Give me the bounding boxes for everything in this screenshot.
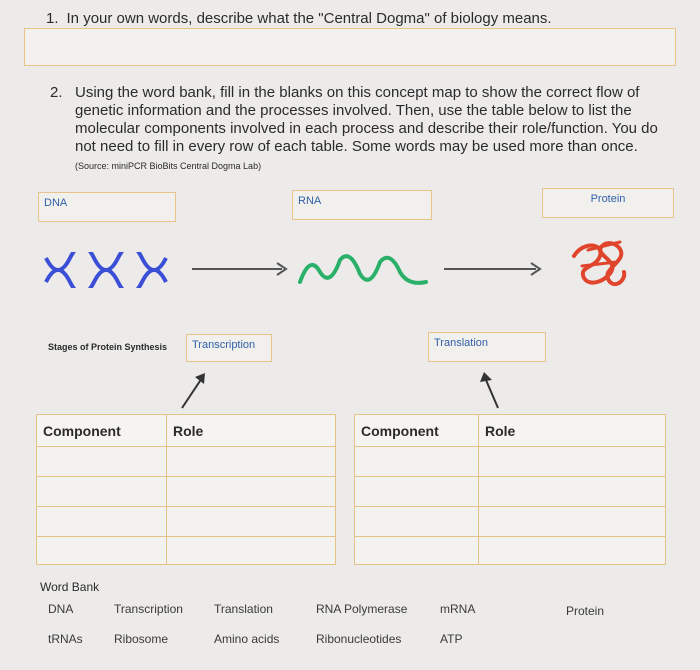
blank-dna-label: DNA: [44, 197, 68, 209]
word-bank-item: mRNA: [440, 602, 476, 616]
protein-fold-icon: [564, 236, 634, 292]
table-header-component: Component: [355, 415, 479, 447]
table-cell[interactable]: [167, 447, 336, 477]
stage-blank-translation[interactable]: [428, 332, 546, 362]
flow-arrow-rna-to-protein: [444, 268, 536, 270]
table-cell[interactable]: [167, 507, 336, 537]
table-cell[interactable]: [355, 447, 479, 477]
word-bank-title: Word Bank: [40, 580, 100, 594]
table-cell[interactable]: [355, 507, 479, 537]
blank-protein-label: Protein: [590, 193, 626, 205]
table-cell[interactable]: [167, 477, 336, 507]
arrowhead-icon: [276, 262, 288, 276]
word-bank-item: tRNAs: [48, 632, 83, 646]
stage-translation-label: Translation: [434, 337, 489, 349]
table-cell[interactable]: [355, 537, 479, 565]
blank-rna-label: RNA: [298, 195, 322, 207]
question-1-text: In your own words, describe what the "Central Dogma" of biology means.: [66, 10, 552, 27]
concept-map-blank-rna[interactable]: [292, 190, 432, 220]
word-bank-item: Transcription: [114, 602, 183, 616]
word-bank-item: DNA: [48, 602, 74, 616]
table-cell[interactable]: [37, 537, 167, 565]
word-bank-item: Protein: [566, 604, 605, 618]
transcription-components-table: [36, 414, 336, 565]
concept-map-blank-dna[interactable]: [38, 192, 176, 222]
word-bank-item: ATP: [440, 632, 463, 646]
stages-label: Stages of Protein Synthesis: [48, 342, 168, 352]
arrowhead-icon: [530, 262, 542, 276]
flow-arrow-dna-to-rna: [192, 268, 282, 270]
word-bank-item: Ribonucleotides: [316, 632, 402, 646]
question-1: [46, 10, 552, 27]
question-2-text: Using the word bank, fill in the blanks on this concept map to show the correct flow of genetic information and the processes involved. Then, use the table below to list the molecular components involved in each process and describe their role/function. You do not need to fill in every row of each table. Some words may be used more than once.: [75, 84, 658, 155]
pointer-arrow-icon: [478, 370, 508, 410]
pointer-arrow-icon: [176, 370, 210, 410]
table-cell[interactable]: [37, 447, 167, 477]
table-header-role: Role: [167, 415, 336, 447]
question-1-number: 1.: [46, 10, 59, 27]
table-cell[interactable]: [167, 537, 336, 565]
table-cell[interactable]: [37, 477, 167, 507]
stage-transcription-label: Transcription: [192, 339, 256, 351]
table-cell[interactable]: [479, 477, 666, 507]
question-1-answer-field[interactable]: [24, 28, 676, 66]
question-2-number: 2.: [50, 84, 63, 101]
word-bank-item: Amino acids: [214, 632, 280, 646]
table-cell[interactable]: [355, 477, 479, 507]
word-bank-item: RNA Polymerase: [316, 602, 408, 616]
word-bank-item: Ribosome: [114, 632, 169, 646]
question-2: [50, 84, 670, 175]
table-header-role: Role: [479, 415, 666, 447]
table-cell[interactable]: [37, 507, 167, 537]
question-2-source: (Source: miniPCR BioBits Central Dogma Lab): [75, 161, 262, 171]
dna-helix-icon: [44, 252, 184, 288]
table-header-component: Component: [37, 415, 167, 447]
table-cell[interactable]: [479, 447, 666, 477]
table-cell[interactable]: [479, 537, 666, 565]
stage-blank-transcription[interactable]: [186, 334, 272, 362]
rna-strand-icon: [296, 252, 432, 288]
translation-components-table: [354, 414, 666, 565]
concept-map-blank-protein[interactable]: [542, 188, 674, 218]
table-cell[interactable]: [479, 507, 666, 537]
word-bank-item: Translation: [214, 602, 273, 616]
